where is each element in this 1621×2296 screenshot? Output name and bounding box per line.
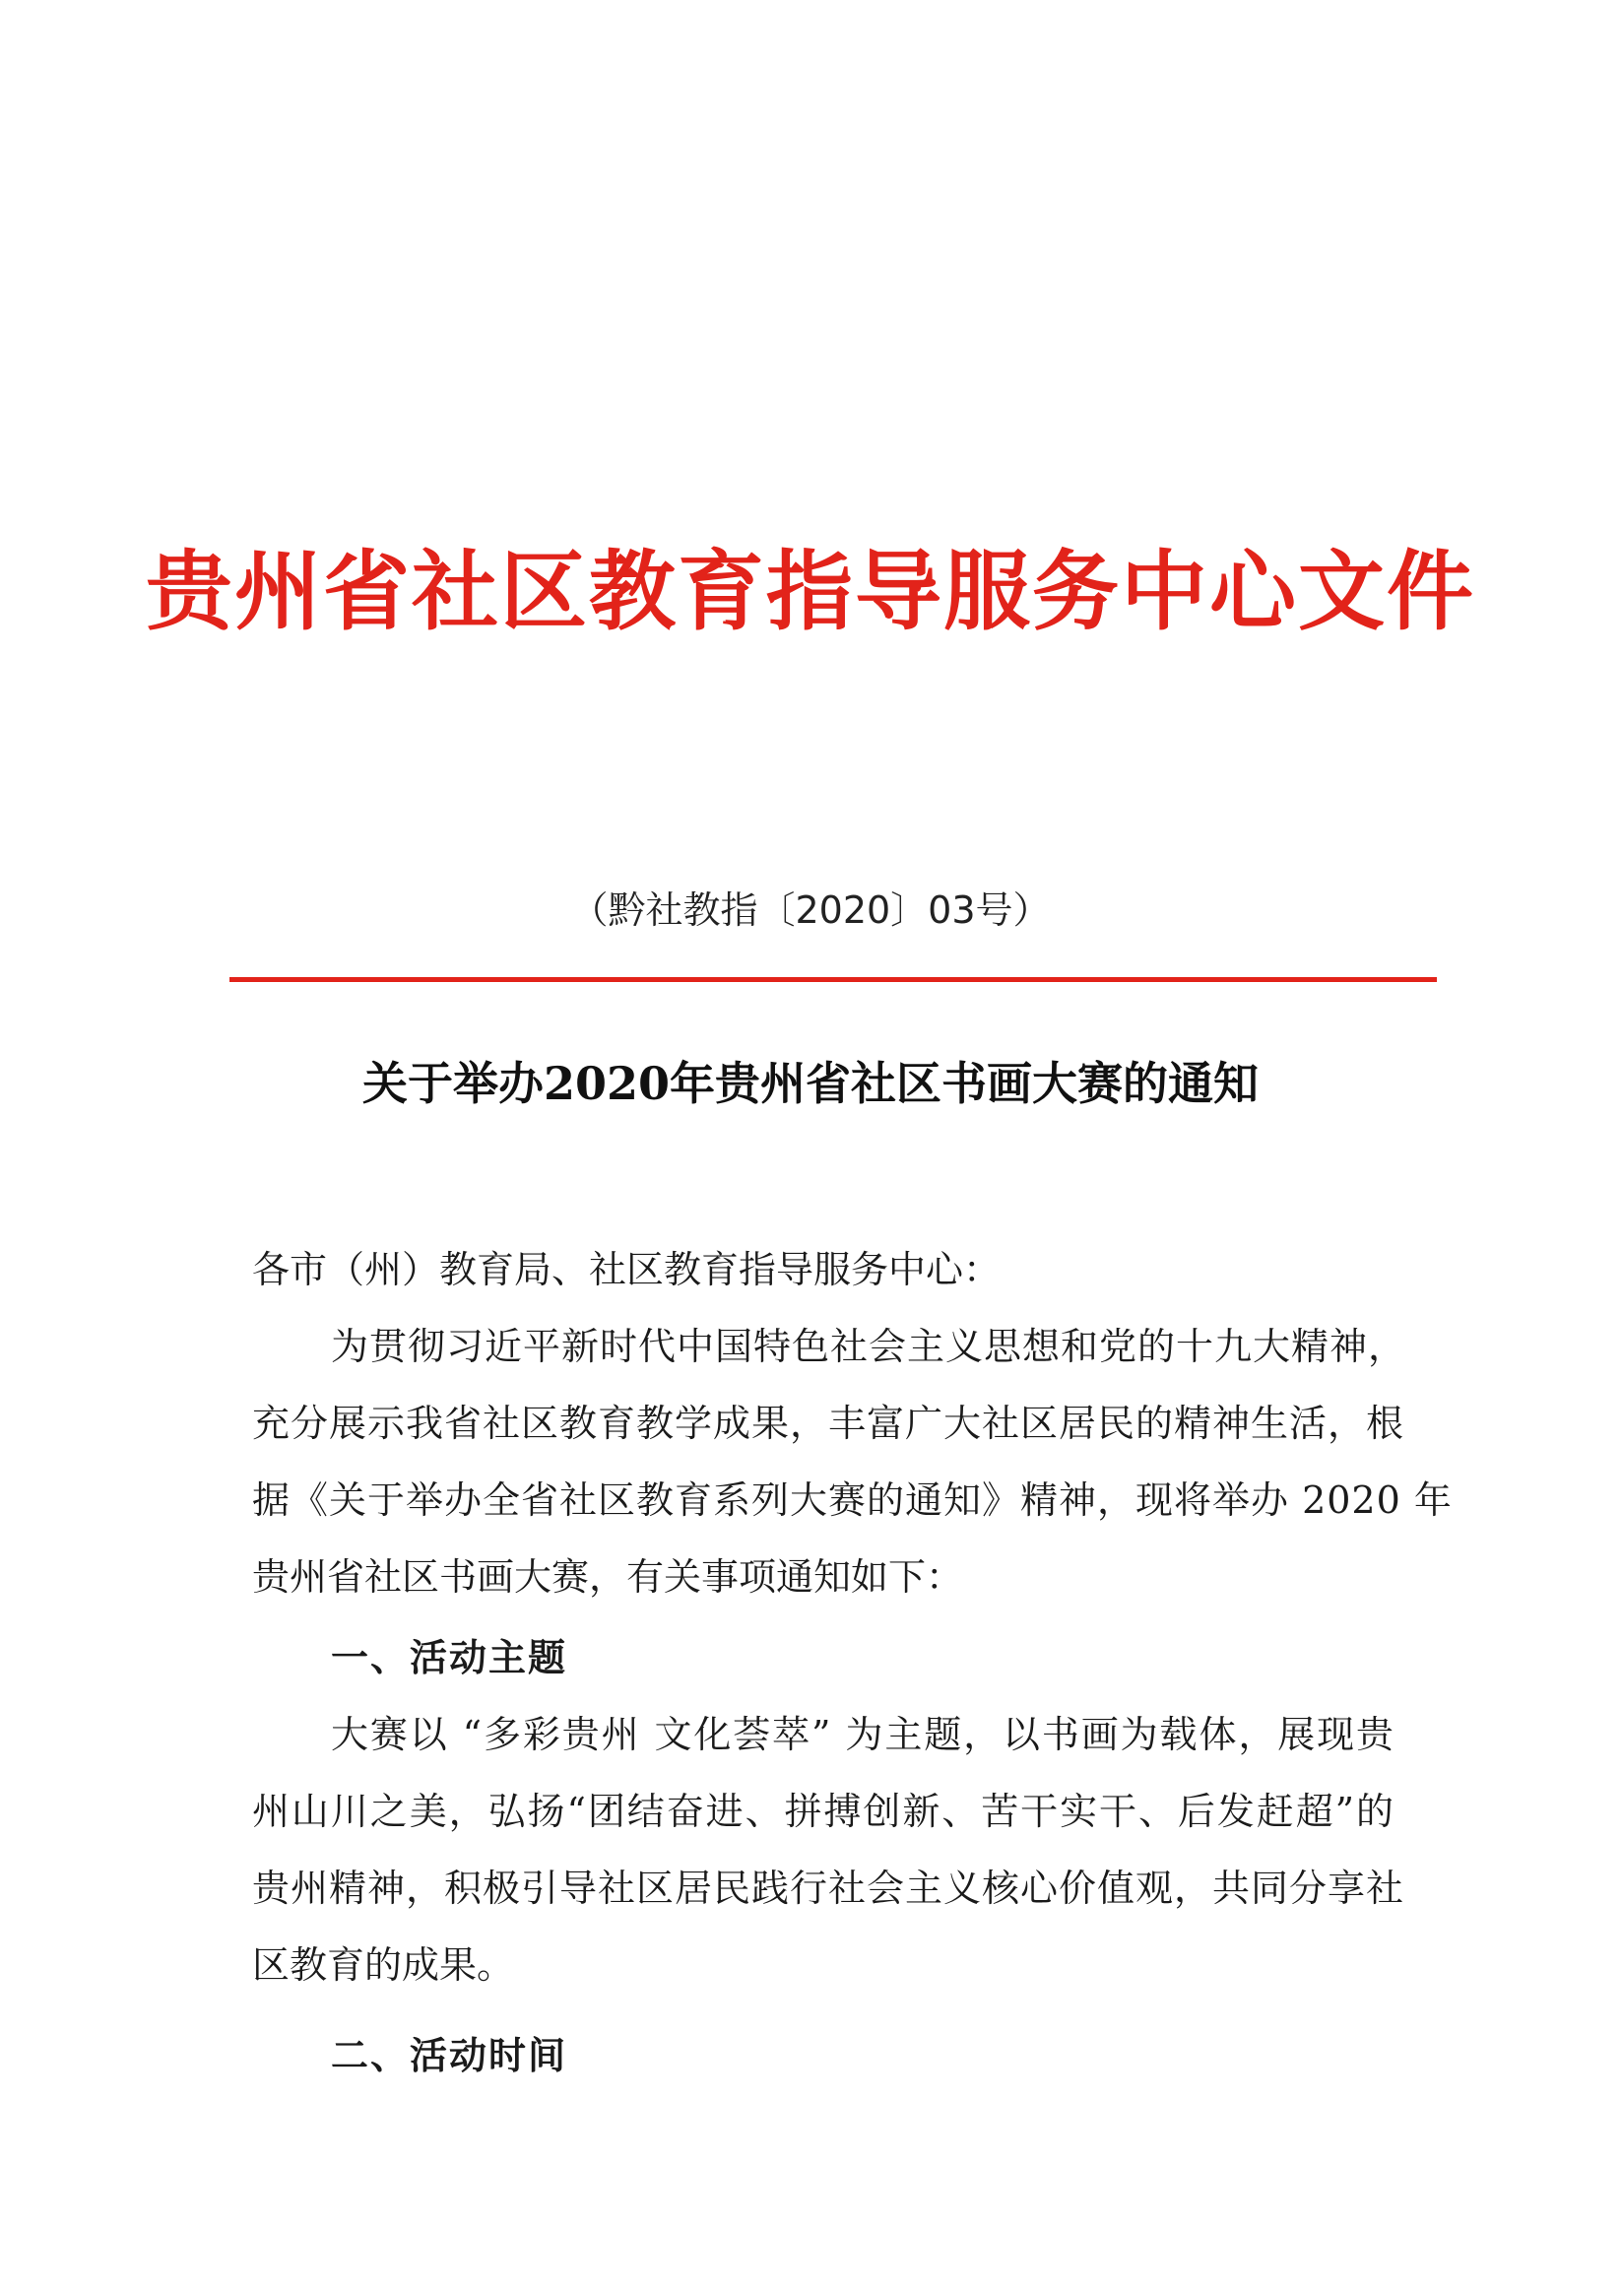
- salutation: 各市（州）教育局、社区教育指导服务中心：: [252, 1248, 1002, 1291]
- issuer-red-title: 贵州省社区教育指导服务中心文件: [145, 540, 1475, 642]
- notice-title: 关于举办2020年贵州省社区书画大赛的通知: [361, 1057, 1260, 1110]
- document-body: [252, 1231, 1453, 2094]
- document-number: （黔社教指〔2020〕03号）: [570, 888, 1051, 932]
- paragraph-line: 充分展示我省社区教育教学成果，丰富广大社区居民的精神生活，根: [252, 1402, 1405, 1445]
- paragraph-line: 大赛以 “多彩贵州 文化荟萃” 为主题，以书画为载体，展现贵: [331, 1713, 1394, 1756]
- section-heading-theme: 一、活动主题: [331, 1635, 568, 1679]
- paragraph-line: 为贯彻习近平新时代中国特色社会主义思想和党的十九大精神，: [331, 1325, 1407, 1368]
- paragraph-line: 区教育的成果。: [252, 1943, 515, 1987]
- section-heading-time: 二、活动时间: [331, 2033, 568, 2077]
- red-divider-line: [229, 977, 1437, 982]
- paragraph-line: 州山川之美，弘扬“团结奋进、拼搏创新、苦干实干、后发赶超”的: [252, 1790, 1394, 1833]
- paragraph-line: 据《关于举办全省社区教育系列大赛的通知》精神，现将举办 2020 年: [252, 1478, 1453, 1522]
- paragraph-line: 贵州精神，积极引导社区居民践行社会主义核心价值观，共同分享社: [252, 1867, 1405, 1910]
- paragraph-line: 贵州省社区书画大赛，有关事项通知如下：: [252, 1555, 964, 1599]
